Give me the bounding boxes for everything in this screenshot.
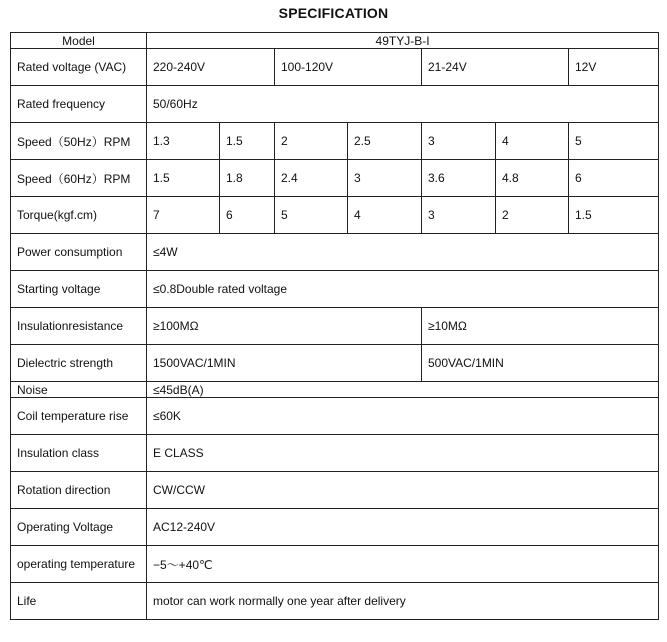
noise-label: Noise (11, 382, 147, 398)
insulation-resistance-label: Insulationresistance (11, 308, 147, 345)
rated-voltage-row (11, 49, 659, 86)
speed-60hz-label: Speed（60Hz）RPM (11, 160, 147, 197)
speed-50hz-label: Speed（50Hz）RPM (11, 123, 147, 160)
speed-60hz-value: 4.8 (496, 160, 569, 197)
coil-temperature-rise-value: ≤60K (147, 398, 659, 435)
model-value: 49TYJ-B-I (147, 33, 659, 49)
insulation-resistance-value: ≥10MΩ (422, 308, 659, 345)
rotation-direction-label: Rotation direction (11, 472, 147, 509)
speed-60hz-value: 1.5 (147, 160, 220, 197)
life-row (11, 583, 659, 620)
model-label: Model (11, 33, 147, 49)
coil-temperature-rise-row (11, 398, 659, 435)
power-consumption-row (11, 234, 659, 271)
speed-50hz-value: 5 (569, 123, 659, 160)
operating-voltage-label: Operating Voltage (11, 509, 147, 546)
rated-frequency-value: 50/60Hz (147, 86, 659, 123)
torque-value: 5 (275, 197, 348, 234)
operating-temperature-value: −5～+40℃ (147, 546, 659, 583)
power-consumption-label: Power consumption (11, 234, 147, 271)
speed-50hz-value: 2.5 (348, 123, 422, 160)
torque-label: Torque(kgf.cm) (11, 197, 147, 234)
operating-voltage-value: AC12-240V (147, 509, 659, 546)
torque-value: 1.5 (569, 197, 659, 234)
insulation-class-value: E CLASS (147, 435, 659, 472)
starting-voltage-value: ≤0.8Double rated voltage (147, 271, 659, 308)
starting-voltage-label: Starting voltage (11, 271, 147, 308)
speed-60hz-value: 3.6 (422, 160, 496, 197)
rated-voltage-value: 21-24V (422, 49, 569, 86)
torque-value: 4 (348, 197, 422, 234)
specification-table (10, 32, 659, 620)
rotation-direction-value: CW/CCW (147, 472, 659, 509)
coil-temperature-rise-label: Coil temperature rise (11, 398, 147, 435)
speed-60hz-row (11, 160, 659, 197)
speed-50hz-value: 1.5 (220, 123, 275, 160)
speed-50hz-row (11, 123, 659, 160)
insulation-resistance-value: ≥100MΩ (147, 308, 422, 345)
torque-row (11, 197, 659, 234)
insulation-class-label: Insulation class (11, 435, 147, 472)
torque-value: 7 (147, 197, 220, 234)
page-title: SPECIFICATION (278, 5, 389, 21)
speed-50hz-value: 1.3 (147, 123, 220, 160)
noise-value: ≤45dB(A) (147, 382, 659, 398)
insulation-class-row (11, 435, 659, 472)
dielectric-strength-value: 500VAC/1MIN (422, 345, 659, 382)
operating-temperature-row (11, 546, 659, 583)
rated-voltage-label: Rated voltage (VAC) (11, 49, 147, 86)
rated-voltage-value: 220-240V (147, 49, 275, 86)
speed-50hz-value: 3 (422, 123, 496, 160)
speed-60hz-value: 1.8 (220, 160, 275, 197)
speed-60hz-value: 2.4 (275, 160, 348, 197)
operating-temperature-label: operating temperature (11, 546, 147, 583)
noise-row (11, 382, 659, 398)
torque-value: 6 (220, 197, 275, 234)
speed-50hz-value: 2 (275, 123, 348, 160)
rated-frequency-row (11, 86, 659, 123)
rated-voltage-value: 12V (569, 49, 659, 86)
torque-value: 2 (496, 197, 569, 234)
life-value: motor can work normally one year after delivery (147, 583, 659, 620)
power-consumption-value: ≤4W (147, 234, 659, 271)
speed-50hz-value: 4 (496, 123, 569, 160)
insulation-resistance-row (11, 308, 659, 345)
starting-voltage-row (11, 271, 659, 308)
dielectric-strength-row (11, 345, 659, 382)
torque-value: 3 (422, 197, 496, 234)
dielectric-strength-value: 1500VAC/1MIN (147, 345, 422, 382)
rated-voltage-value: 100-120V (275, 49, 422, 86)
life-label: Life (11, 583, 147, 620)
rated-frequency-label: Rated frequency (11, 86, 147, 123)
speed-60hz-value: 6 (569, 160, 659, 197)
speed-60hz-value: 3 (348, 160, 422, 197)
operating-voltage-row (11, 509, 659, 546)
rotation-direction-row (11, 472, 659, 509)
dielectric-strength-label: Dielectric strength (11, 345, 147, 382)
model-row (11, 33, 659, 49)
